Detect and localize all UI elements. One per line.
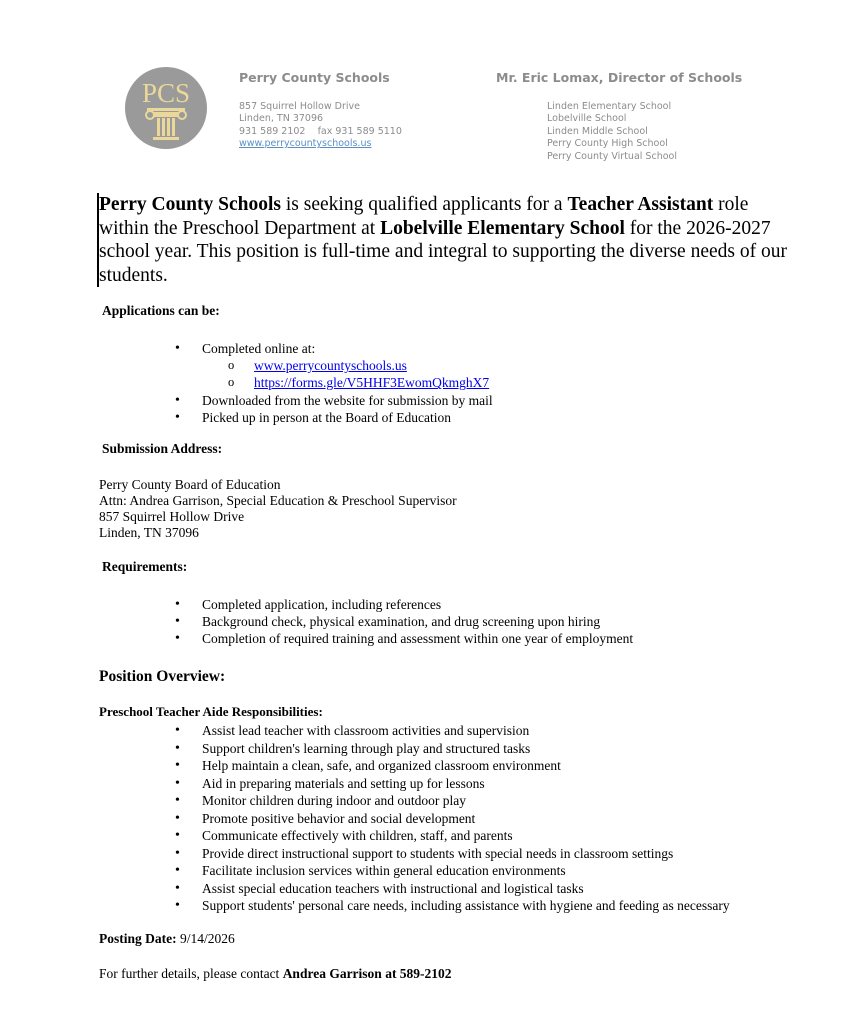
address-line: Perry County Board of Education xyxy=(99,477,281,492)
list-item: • Picked up in person at the Board of Education xyxy=(175,409,493,426)
school-list xyxy=(547,101,677,163)
school-item: Linden Middle School xyxy=(547,125,648,137)
overview-heading: Position Overview: xyxy=(99,668,226,685)
letterhead-website-link[interactable]: www.perrycountyschools.us xyxy=(239,138,372,150)
submission-address xyxy=(99,477,457,541)
contact-text: For further details, please contact xyxy=(99,966,283,981)
school-item: Perry County Virtual School xyxy=(547,150,677,162)
logo-text: PCS xyxy=(141,78,191,108)
contact-line xyxy=(99,965,452,982)
pcs-logo xyxy=(125,67,207,149)
list-item xyxy=(175,340,493,392)
school-item: Linden Elementary School xyxy=(547,101,672,112)
submission-heading: Submission Address: xyxy=(102,441,223,456)
intro-text-1: is seeking qualified applicants for a xyxy=(281,194,568,215)
online-links xyxy=(202,357,493,391)
address-line-1: 857 Squirrel Hollow Drive xyxy=(239,101,360,112)
list-item: • Support students' personal care needs, including assistance with hygiene and feeding as necessary xyxy=(175,897,730,915)
list-item: • Completion of required training and assessment within one year of employment xyxy=(175,630,633,647)
list-item: • Support children's learning through play and structured tasks xyxy=(175,740,730,758)
org-address xyxy=(239,101,402,151)
list-item: • Background check, physical examination, and drug screening upon hiring xyxy=(175,613,633,630)
list-item: • Monitor children during indoor and outdoor play xyxy=(175,792,730,810)
applications-heading: Applications can be: xyxy=(102,303,220,318)
form-link[interactable]: https://forms.gle/V5HHF3EwomQkmghX7 xyxy=(254,375,490,391)
intro-org: Perry County Schools xyxy=(99,194,281,215)
fax: fax 931 589 5110 xyxy=(317,125,402,137)
address-line: Attn: Andrea Garrison, Special Education & Preschool Supervisor xyxy=(99,493,457,508)
contact-name: Andrea Garrison at 589-2102 xyxy=(282,966,452,981)
phone-fax-line xyxy=(239,126,402,138)
requirements-list xyxy=(175,596,633,648)
school-item: Lobelville School xyxy=(547,113,627,125)
org-name: Perry County Schools xyxy=(239,70,390,85)
phone: 931 589 2102 xyxy=(239,125,306,137)
requirements-heading: Requirements: xyxy=(102,559,188,574)
address-line-2: Linden, TN 37096 xyxy=(239,113,324,125)
applications-list xyxy=(175,340,493,426)
address-line: Linden, TN 37096 xyxy=(99,525,199,540)
intro-text-3: for the 2026-2027 school year. This position is full-time and integral to supporting the diverse needs of our students. xyxy=(99,217,787,286)
list-item: • Promote positive behavior and social development xyxy=(175,810,730,828)
intro-role: Teacher Assistant xyxy=(567,194,714,215)
responsibilities-list xyxy=(175,722,730,915)
list-item: • Completed application, including references xyxy=(175,596,633,613)
list-item: • Downloaded from the website for submission by mail xyxy=(175,392,493,409)
list-item: • Assist special education teachers with instructional and logistical tasks xyxy=(175,880,730,898)
list-item: • Help maintain a clean, safe, and organized classroom environment xyxy=(175,757,730,775)
posting-date-label: Posting Date: xyxy=(99,931,177,946)
list-item: • Assist lead teacher with classroom activities and supervision xyxy=(175,722,730,740)
posting-date-value: 9/14/2026 xyxy=(176,931,235,946)
list-item: • Aid in preparing materials and setting up for lessons xyxy=(175,775,730,793)
school-item: Perry County High School xyxy=(547,138,668,150)
online-label: Completed online at: xyxy=(202,341,316,356)
intro-text-2: role within the Preschool Department at xyxy=(99,194,749,239)
posting-date xyxy=(99,930,235,947)
responsibilities-heading: Preschool Teacher Aide Responsibilities: xyxy=(99,704,323,719)
intro-paragraph xyxy=(97,193,789,287)
list-item: • Provide direct instructional support to students with special needs in classroom settings xyxy=(175,845,730,863)
director-name: Mr. Eric Lomax, Director of Schools xyxy=(496,70,743,85)
address-line: 857 Squirrel Hollow Drive xyxy=(99,509,245,524)
list-item: • Facilitate inclusion services within general education environments xyxy=(175,862,730,880)
list-item: • Communicate effectively with children, staff, and parents xyxy=(175,827,730,845)
intro-school: Lobelville Elementary School xyxy=(380,217,625,239)
website-link[interactable]: www.perrycountyschools.us xyxy=(254,358,407,374)
